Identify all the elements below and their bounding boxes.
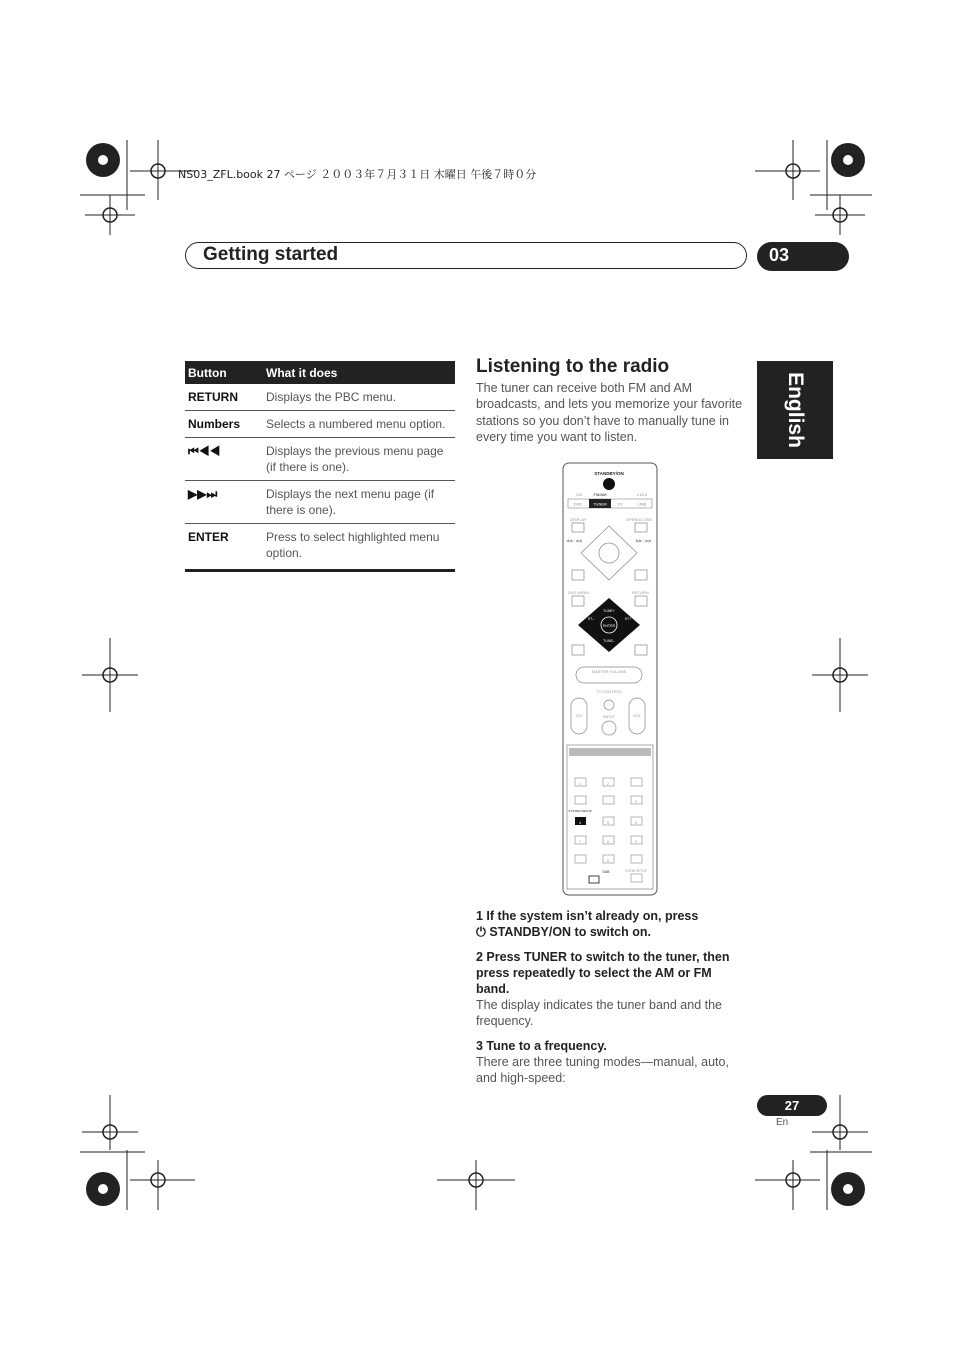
table-row <box>185 524 455 571</box>
radio-intro: The tuner can receive both FM and AM broadcasts, and lets you memorize your favorite stations so you don’t have to manually tune in every time you want to listen. <box>476 381 743 444</box>
column-header-what-it-does: What it does <box>263 361 455 384</box>
step-3-body: There are three tuning modes—manual, auto, and high-speed: <box>476 1055 729 1085</box>
row-description: Selects a numbered menu option. <box>263 411 455 438</box>
remote-number: 1 <box>579 782 581 786</box>
remote-tune-minus: TUNE– <box>603 639 615 643</box>
table-row <box>185 481 455 524</box>
remote-number: 3 <box>635 800 637 804</box>
table-row <box>185 438 455 481</box>
remote-return-label: RETURN <box>632 590 649 595</box>
remote-number: 2 <box>607 782 609 786</box>
row-button: RETURN <box>185 384 263 411</box>
row-button: ENTER <box>185 524 263 571</box>
remote-number: 8 <box>607 840 609 844</box>
remote-tv-control: TV CONTROL <box>596 689 622 694</box>
remote-tune-plus: TUNE+ <box>603 609 615 613</box>
row-description: Displays the PBC menu. <box>263 384 455 411</box>
remote-number: 5 <box>607 821 609 825</box>
row-button: Numbers <box>185 411 263 438</box>
remote-number: 0 <box>607 859 609 863</box>
remote-display-label: DISPLAY <box>570 517 587 522</box>
remote-source: TUNER <box>593 501 607 507</box>
file-info-header: NS03_ZFL.book 27 ページ ２００３年７月３１日 木曜日 午後７時０分 <box>178 168 537 181</box>
page-language-code: En <box>776 1117 789 1128</box>
column-header-button: Button <box>185 361 263 384</box>
remote-standby-label: STANDBY/ON <box>594 471 624 476</box>
remote-fwd-label: ▶▶ / ▶▶ <box>636 538 652 543</box>
remote-source: LINE <box>637 501 647 507</box>
remote-source: DVD <box>573 501 583 507</box>
step-1-heading-a: 1 If the system isn’t already on, press <box>476 909 699 923</box>
chapter-number: 03 <box>757 242 849 271</box>
remote-input: INPUT <box>603 714 615 719</box>
table-row <box>185 384 455 411</box>
page-number: 27 <box>757 1095 827 1116</box>
table-row <box>185 411 455 438</box>
remote-number: 6 <box>635 821 637 825</box>
remote-room-setup: ROOM SETUP <box>625 869 647 873</box>
step-2 <box>476 949 748 1029</box>
remote-sub: SUB <box>602 870 610 874</box>
row-button: ▶▶⏭ <box>185 481 263 524</box>
remote-ch: CH <box>576 713 582 718</box>
remote-top-label: L1/L2 <box>636 492 648 497</box>
remote-source: TV <box>617 501 623 507</box>
button-table <box>185 361 455 572</box>
remote-control-illustration <box>562 462 658 896</box>
remote-rew-label: ◀◀ / ◀◀ <box>566 538 582 543</box>
remote-open-close-label: OPEN/CLOSE <box>626 517 653 522</box>
remote-st-minus: ST– <box>587 617 595 621</box>
remote-top-label: FM/AM <box>593 492 607 497</box>
standby-power-icon: ⏻ <box>476 925 486 939</box>
remote-number: 4 <box>579 821 581 825</box>
row-description: Press to select highlighted menu option. <box>263 524 455 571</box>
row-button: ⏮◀◀ <box>185 438 263 481</box>
step-3-heading: 3 Tune to a frequency. <box>476 1039 607 1053</box>
remote-number: 7 <box>579 840 581 844</box>
remote-st-plus: ST+ <box>624 617 632 621</box>
radio-heading: Listening to the radio <box>476 356 670 377</box>
remote-master-volume: MASTER VOLUME <box>591 669 627 674</box>
step-1 <box>476 908 748 940</box>
remote-vol: VOL <box>632 713 642 718</box>
step-1-heading-b: STANDBY/ON to switch on. <box>489 925 651 939</box>
standby-icon <box>603 478 615 490</box>
remote-number: 9 <box>635 840 637 844</box>
section-title: Getting started <box>203 244 339 265</box>
language-tab <box>757 361 833 459</box>
remote-dvd-menu-label: DVD MENU <box>568 590 590 595</box>
row-description: Displays the next menu page (if there is one). <box>263 481 455 524</box>
step-2-body: The display indicates the tuner band and the frequency. <box>476 998 723 1028</box>
remote-top-label: CD <box>576 492 582 497</box>
step-2-heading: 2 Press TUNER to switch to the tuner, then press repeatedly to select the AM or FM band. <box>476 950 730 996</box>
remote-system-setup: SYSTEM SETUP <box>568 809 592 813</box>
remote-enter: ENTER <box>602 624 616 628</box>
row-description: Displays the previous menu page (if there is one). <box>263 438 455 481</box>
language-tab-label: English <box>784 372 807 448</box>
step-3 <box>476 1038 748 1086</box>
